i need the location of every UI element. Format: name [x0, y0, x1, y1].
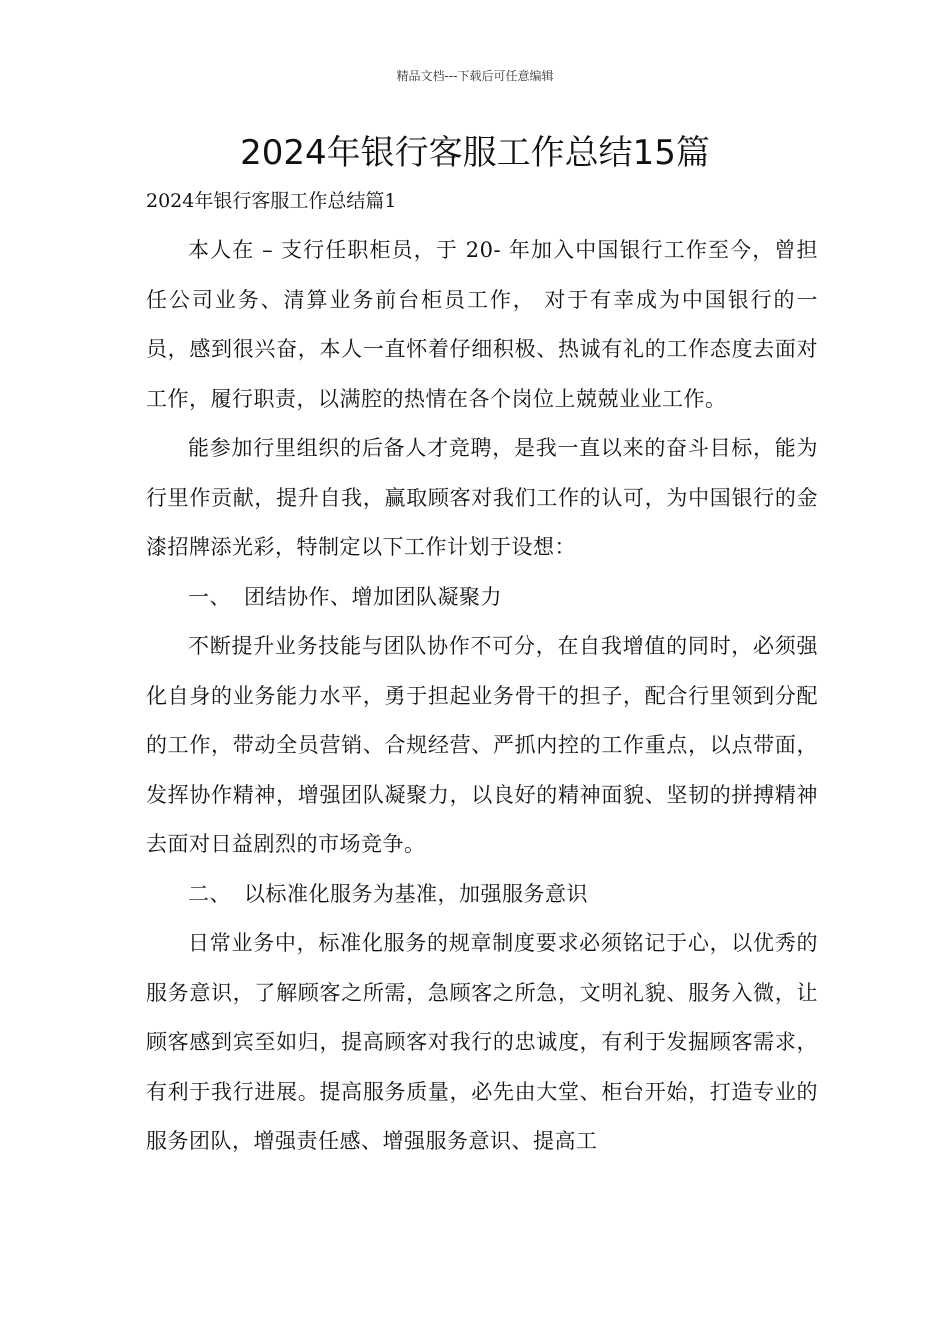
header-watermark: 精品文档---下载后可任意编辑: [396, 69, 554, 83]
section-heading-text: 以标准化服务为基准，加强服务意识: [244, 881, 588, 906]
document-subtitle: 2024年银行客服工作总结篇1: [146, 190, 397, 212]
paragraph-teamwork: 不断提升业务技能与团队协作不可分，在自我增值的同时，必须强化自身的业务能力水平，勇于担起业务骨干的担子，配合行里领到分配的工作，带动全员营销、合规经营、严抓内控的工作重点，以点带面，发挥协作精神，增强团队凝聚力，以良好的精神面貌、坚韧的拼搏精神去面对日益剧烈的市场竞争。: [146, 634, 818, 856]
section-heading-2: [146, 870, 818, 920]
paragraph-service: 日常业务中，标准化服务的规章制度要求必须铭记于心，以优秀的服务意识，了解顾客之所需，急顾客之所急，文明礼貌、服务入微，让顾客感到宾至如归，提高顾客对我行的忠诚度，有利于发掘顾客需求，有利于我行进展。提高服务质量，必先由大堂、柜台开始，打造专业的服务团队，增强责任感、增强服务意识、提高工: [146, 931, 818, 1153]
section-heading-number: 一、: [188, 584, 231, 609]
paragraph-plan: 能参加行里组织的后备人才竞聘，是我一直以来的奋斗目标，能为行里作贡献，提升自我，赢取顾客对我们工作的认可，为中国银行的金漆招牌添光彩，特制定以下工作计划于设想：: [146, 436, 818, 559]
document-body: [146, 226, 818, 1167]
document-title: 2024年银行客服工作总结15篇: [240, 133, 710, 173]
section-heading-text: 团结协作、增加团队凝聚力: [244, 584, 502, 609]
section-heading-1: [146, 573, 818, 623]
section-heading-number: 二、: [188, 881, 231, 906]
paragraph-intro: 本人在 – 支行任职柜员，于 20- 年加入中国银行工作至今，曾担任公司业务、清算业务前台柜员工作， 对于有幸成为中国银行的一员，感到很兴奋，本人一直怀着仔细积极、热诚有礼的工作态度去面对工作，履行职责，以满腔的热情在各个岗位上兢兢业业工作。: [146, 238, 818, 411]
